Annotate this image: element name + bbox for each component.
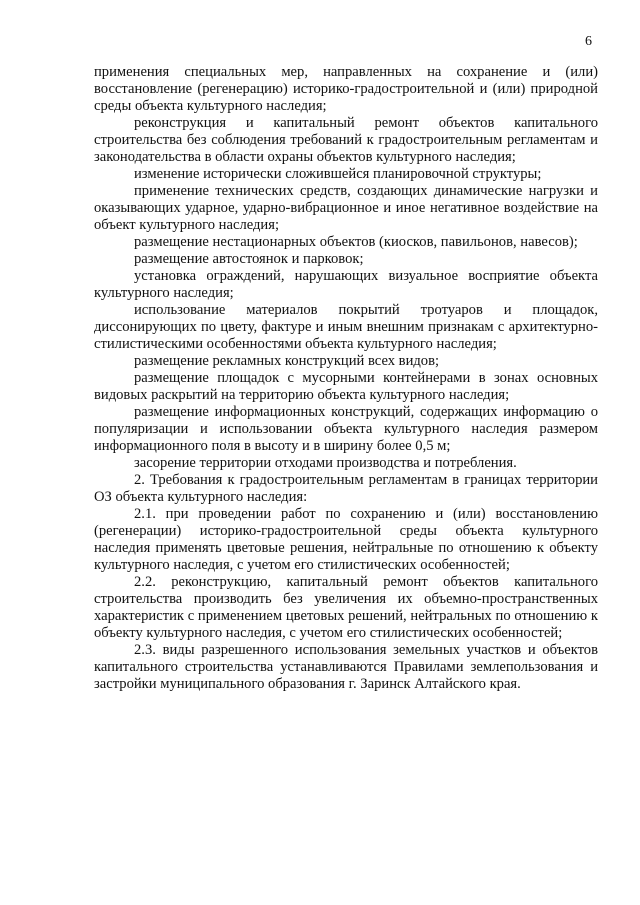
paragraph: засорение территории отходами производства и потребления. bbox=[134, 455, 517, 471]
paragraph: применение технических средств, создающих динамические нагрузки и оказывающих ударное, ударно-вибрационное и иное негативное воздействие на объект культурного наследия; bbox=[94, 183, 598, 233]
subsection-paragraph: 2.1. при проведении работ по сохранению и (или) восстановлению (регенерации) историко-градостроительной среды объекта культурного наследия применять цветовые решения, нейтральные по отношению к объекту культурного наследия, с учетом его стилистических особенностей; bbox=[94, 506, 598, 573]
subsection-paragraph: 2.2. реконструкцию, капитальный ремонт объектов капитального строительства производить без увеличения их объемно-пространственных характеристик с применением цветовых решений, нейтральных по отношению к объекту культурного наследия, с учетом его стилистических особенностей; bbox=[94, 574, 598, 641]
paragraph: реконструкция и капитальный ремонт объектов капитального строительства без соблюдения требований к градостроительным регламентам и законодательства в области охраны объектов культурного наследия; bbox=[94, 115, 598, 165]
paragraph: размещение нестационарных объектов (киосков, павильонов, навесов); bbox=[134, 234, 578, 250]
document-body bbox=[94, 64, 598, 693]
paragraph: размещение площадок с мусорными контейнерами в зонах основных видовых раскрытий на территорию объекта культурного наследия; bbox=[94, 370, 598, 403]
paragraph: установка ограждений, нарушающих визуальное восприятие объекта культурного наследия; bbox=[94, 268, 598, 301]
paragraph: изменение исторически сложившейся планировочной структуры; bbox=[134, 166, 542, 182]
page-number: 6 bbox=[585, 34, 592, 49]
paragraph: размещение автостоянок и парковок; bbox=[134, 251, 364, 267]
paragraph: применения специальных мер, направленных на сохранение и (или) восстановление (регенерацию) историко-градостроительной и (или) природной среды объекта культурного наследия; bbox=[94, 64, 598, 114]
section-heading: 2. Требования к градостроительным регламентам в границах территории ОЗ объекта культурного наследия: bbox=[94, 472, 598, 505]
subsection-paragraph: 2.3. виды разрешенного использования земельных участков и объектов капитального строительства устанавливаются Правилами землепользования и застройки муниципального образования г. Заринск Алтайского края. bbox=[94, 642, 598, 692]
paragraph: размещение рекламных конструкций всех видов; bbox=[134, 353, 440, 369]
paragraph: использование материалов покрытий тротуаров и площадок, диссонирующих по цвету, фактуре и иным внешним признакам с архитектурно-стилистическими особенностями объекта культурного наследия; bbox=[94, 302, 598, 352]
paragraph: размещение информационных конструкций, содержащих информацию о популяризации и использовании объекта культурного наследия размером информационного поля в высоту и в ширину более 0,5 м; bbox=[94, 404, 598, 454]
